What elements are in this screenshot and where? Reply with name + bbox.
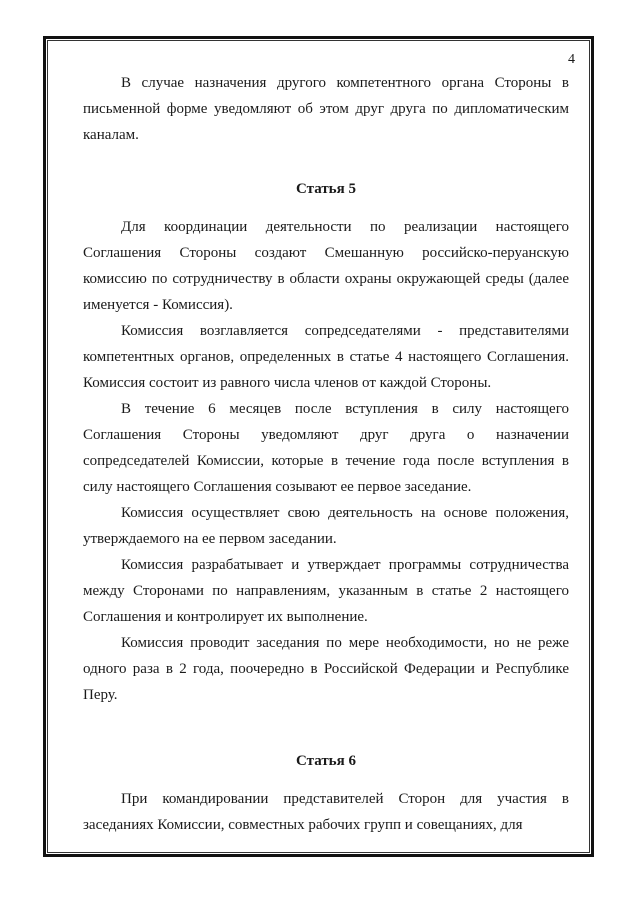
document-body [83, 70, 569, 838]
paragraph: При командировании представителей Сторон для участия в заседаниях Комиссии, совместных рабочих групп и совещаниях, для [83, 791, 569, 833]
paragraph: Для координации деятельности по реализации настоящего Соглашения Стороны создают Смешанную российско-перуанскую комиссию по сотрудничеству в области охраны окружающей среды (далее именуется - Комиссия). [83, 219, 569, 313]
article-6-heading: Статья 6 [296, 753, 356, 769]
paragraph: Комиссия проводит заседания по мере необходимости, но не реже одного раза в 2 года, поочередно в Российской Федерации и Республике Перу. [83, 635, 569, 703]
article-5-heading: Статья 5 [296, 181, 356, 197]
paragraph: Комиссия осуществляет свою деятельность на основе положения, утверждаемого на ее первом заседании. [83, 505, 569, 547]
paragraph: Комиссия разрабатывает и утверждает программы сотрудничества между Сторонами по направлениям, указанным в статье 2 настоящего Соглашения и контролирует их выполнение. [83, 557, 569, 625]
paragraph: В случае назначения другого компетентного органа Стороны в письменной форме уведомляют об этом друг друга по дипломатическим каналам. [83, 75, 569, 143]
paragraph: Комиссия возглавляется сопредседателями - представителями компетентных органов, определенных в статье 4 настоящего Соглашения. Комиссия состоит из равного числа членов от каждой Стороны. [83, 323, 569, 391]
page-number: 4 [568, 52, 575, 67]
paragraph: В течение 6 месяцев после вступления в силу настоящего Соглашения Стороны уведомляют друг друга о назначении сопредседателей Комиссии, которые в течение года после вступления в силу настоящего Соглашения созывают ее первое заседание. [83, 401, 569, 495]
